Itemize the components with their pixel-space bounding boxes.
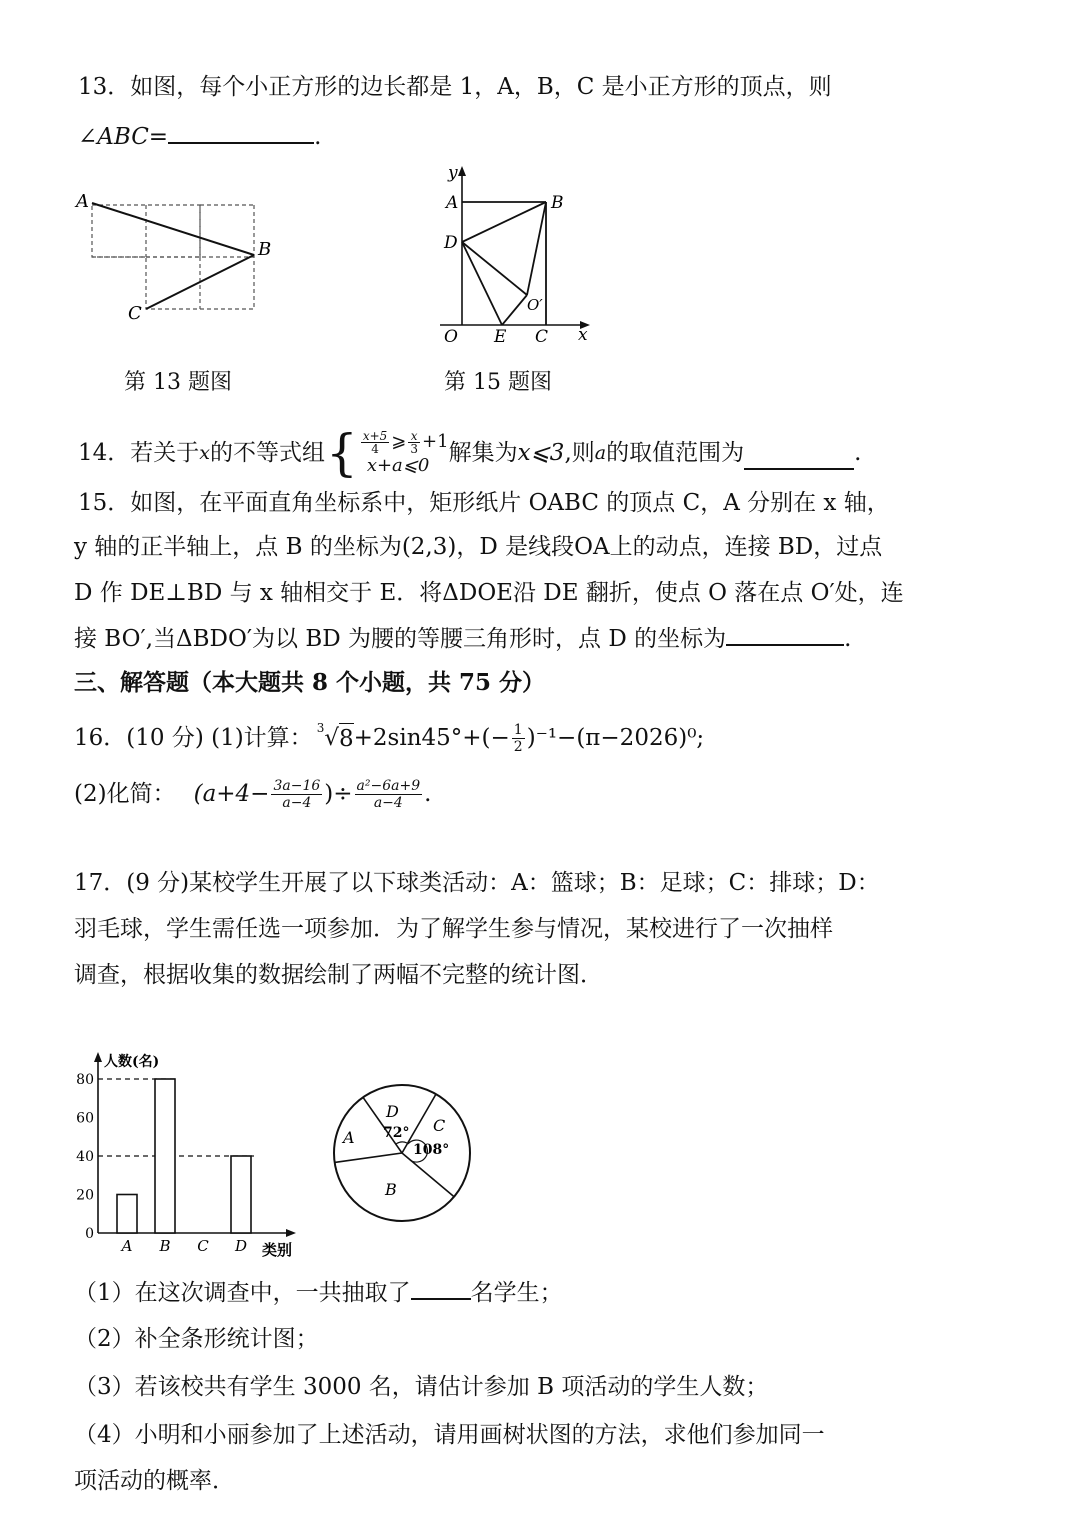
- y-tick-label: 20: [76, 1187, 94, 1204]
- x-tick-label: A: [121, 1237, 133, 1255]
- y-tick-label: 80: [76, 1072, 94, 1088]
- pie-label-A: A: [343, 1128, 355, 1147]
- q14-answer-blank[interactable]: [744, 446, 854, 470]
- q15-answer-blank[interactable]: [726, 622, 844, 646]
- pie-angle-C: 108°: [413, 1142, 450, 1158]
- label-O-prime: O′: [527, 296, 543, 314]
- q16-frac1: $\frac{3a-16}{a-4}$: [273, 777, 321, 811]
- q16-half: $\frac{1}{2}$: [513, 721, 523, 755]
- q14-var-x: x: [199, 442, 210, 464]
- q14-suffix3: 的取值范围为: [606, 440, 745, 466]
- segment-AB: [92, 203, 254, 255]
- q14-op: ⩾: [391, 431, 407, 452]
- q16-part1-exp: )⁻¹−(π−2026)⁰;: [526, 725, 705, 751]
- q14-prefix: 14．若关于: [78, 440, 200, 466]
- q16-radicand: 8: [339, 723, 354, 754]
- pie-slice-border: [335, 1153, 402, 1162]
- label-B: B: [551, 193, 564, 213]
- q16-radical-sign: √: [324, 725, 339, 751]
- y-axis-label: 人数(名): [104, 1054, 160, 1070]
- q15-figure: [430, 160, 600, 350]
- angle-arc-D: [396, 1142, 407, 1144]
- q15-line1: 15．如图，在平面直角坐标系中，矩形纸片 OABC 的顶点 C，A 分别在 x 轴，: [78, 490, 890, 516]
- q15-period: .: [844, 626, 852, 652]
- q14-suffix1: 解集为: [448, 440, 518, 466]
- q14-frac1: $\frac{x+5}{4}$: [362, 428, 388, 456]
- q17-line3: 调查，根据收集的数据绘制了两幅不完整的统计图．: [74, 962, 603, 988]
- q14-suffix2: ,则: [564, 440, 595, 466]
- y-tick-label: 40: [76, 1149, 94, 1165]
- pie-label-C: C: [433, 1116, 446, 1135]
- label-O: O: [444, 327, 458, 347]
- q17-answer-blank[interactable]: [411, 1276, 471, 1300]
- q14-mid: 的不等式组: [210, 440, 325, 466]
- y-tick-label: 60: [76, 1110, 94, 1127]
- pie-label-D: D: [386, 1102, 399, 1121]
- q14-var-a: a: [594, 442, 607, 464]
- label-E: E: [494, 327, 507, 347]
- pie-angle-D: 72°: [383, 1125, 410, 1141]
- q17-sub2: （2）补全条形统计图；: [74, 1326, 319, 1352]
- label-y: y: [448, 163, 458, 183]
- bar: [231, 1156, 251, 1233]
- q14-tail: +1: [422, 431, 449, 452]
- y-tick-label: 0: [85, 1226, 94, 1242]
- q14-ineq2: x+a⩽0: [366, 454, 430, 476]
- q14-sol: x⩽3: [517, 440, 565, 466]
- q17-sub1-suffix: 名学生；: [470, 1280, 563, 1306]
- q15-line2: y 轴的正半轴上，点 B 的坐标为(2,3)，D 是线段OA上的动点，连接 BD，过点: [74, 534, 883, 560]
- bar: [155, 1079, 175, 1233]
- section-heading: 三、解答题（本大题共 8 个小题，共 75 分）: [74, 669, 546, 696]
- q13-figure: [70, 185, 300, 330]
- q15-line3: D 作 DE⊥BD 与 x 轴相交于 E．将ΔDOE沿 DE 翻折，使点 O 落在点 O′处，连: [74, 580, 904, 606]
- q16-part1-prefix: 16．(10 分) (1)计算：: [74, 725, 313, 751]
- q14-frac2: $\frac{x}{3}$: [410, 428, 419, 456]
- q16-part2-div: )÷: [324, 781, 353, 807]
- label-D: D: [444, 233, 458, 253]
- q14-line: [78, 424, 862, 482]
- label-B: B: [258, 239, 272, 260]
- bar-chart: [60, 1048, 310, 1258]
- q15-caption: 第 15 题图: [444, 370, 552, 395]
- x-tick-label: C: [197, 1237, 209, 1255]
- label-A: A: [76, 191, 89, 212]
- q17-sub4-line2: 项活动的概率．: [74, 1468, 235, 1494]
- q16-part2-prefix: (2)化简：: [74, 781, 176, 807]
- x-axis-arrow: [286, 1229, 296, 1237]
- q16-cbrt-index: 3: [316, 721, 325, 735]
- q16-part2-end: .: [424, 781, 432, 807]
- q16-part1-mid: +2sin45°+(−: [353, 725, 510, 751]
- q15-line4-text: 接 BO′,当ΔBDO′为以 BD 为腰的等腰三角形时，点 D 的坐标为: [74, 626, 727, 652]
- x-tick-label: D: [234, 1237, 248, 1255]
- q17-line2: 羽毛球，学生需任选一项参加．为了解学生参与情况，某校进行了一次抽样: [74, 916, 833, 942]
- q15-line4: [74, 622, 851, 654]
- q13-line2: [78, 120, 321, 152]
- x-axis-label: 类别: [262, 1241, 293, 1258]
- label-A: A: [446, 193, 459, 213]
- q13-caption: 第 13 题图: [124, 370, 232, 395]
- q17-sub3: （3）若该校共有学生 3000 名，请估计参加 B 项活动的学生人数；: [74, 1374, 769, 1400]
- q14-system: [359, 430, 449, 477]
- y-axis-arrow: [94, 1052, 102, 1062]
- pie-chart: [325, 1075, 480, 1230]
- x-tick-label: B: [159, 1237, 171, 1255]
- q14-brace: {: [326, 424, 358, 482]
- q13-period: .: [314, 124, 322, 150]
- q17-sub1-prefix: （1）在这次调查中，一共抽取了: [74, 1280, 411, 1306]
- pie-slice-border: [402, 1153, 454, 1197]
- q13-line1: 13．如图，每个小正方形的边长都是 1，A，B，C 是小正方形的顶点，则: [78, 74, 832, 100]
- q17-line1: 17．(9 分)某校学生开展了以下球类活动：A：篮球；B：足球；C：排球；D：: [74, 870, 880, 896]
- q13-angle-prefix: ∠ABC=: [78, 124, 169, 150]
- q13-answer-blank[interactable]: [168, 120, 314, 144]
- q14-end: .: [854, 440, 862, 466]
- q17-sub1: [74, 1276, 563, 1308]
- q16-part1: [74, 718, 704, 758]
- label-x: x: [578, 325, 588, 345]
- pie-label-B: B: [385, 1180, 397, 1199]
- label-C: C: [128, 303, 142, 324]
- q17-sub4-line1: （4）小明和小丽参加了上述活动，请用画树状图的方法，求他们参加同一: [74, 1422, 825, 1448]
- q16-part2-open: (a+4−: [193, 781, 270, 807]
- label-C: C: [535, 327, 549, 347]
- q16-part2: [74, 774, 431, 814]
- bar: [117, 1195, 137, 1234]
- q16-frac2: $\frac{\text{a²−6a+9}}{a-4}$: [356, 777, 421, 811]
